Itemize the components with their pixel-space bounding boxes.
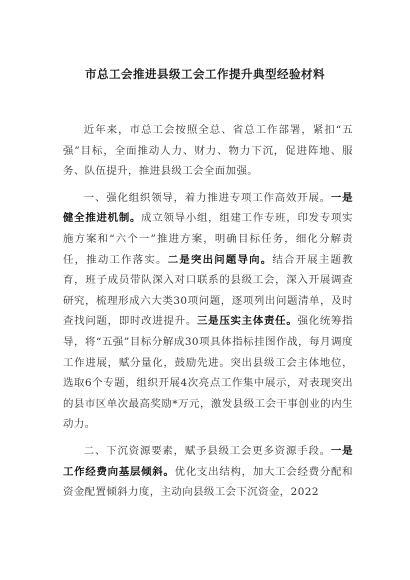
document-body: [63, 120, 353, 509]
bold-heading-text: 二是突出问题导向。: [167, 253, 273, 266]
paragraph-text: 近年来，市总工会按照全总、省总工作部署，紧扣“五强”目标，全面推动人力、财力、物力下沉，促进阵地、服务、队伍提升，推进县级工会全面加强。: [63, 124, 353, 178]
paragraph-text: 结合开展主题教育，班子成员带队深入对口联系的县级工会，深入开展调查研究，梳理形成六大类30项问题，逐项列出问题清单，及时查找问题，即时改进提升。: [63, 253, 353, 328]
bold-heading-text: 一是工作经费向基层倾斜。: [63, 444, 353, 478]
bold-heading-text: 一是健全推进机制。: [63, 191, 353, 225]
document-title: 市总工会推进县级工会工作提升典型经验材料: [85, 67, 325, 81]
paragraph-text: 成立领导小组，组建工作专班，印发专项实施方案和“六个一”推进方案，明确目标任务，细化分解责任，推动工作落实。: [63, 212, 353, 266]
paragraph-text: 一、强化组织领导，着力推进专项工作高效开展。: [83, 191, 331, 204]
paragraph-text: 强化统筹指导，将“五强”目标分解成30项具体指标挂图作战，每月调度工作进展，赋分量化，鼓励先进。突出县级工会主体地位，选取6个专题，组织开展4次亮点工作集中展示，对表现突出的县市区单次最高奖励*万元，激发县级工会干事创业的内生动力。: [63, 315, 354, 431]
bold-heading-text: 三是压实主体责任。: [197, 315, 298, 328]
paragraph-text: 优化支出结构，加大工会经费分配和资金配置倾斜力度，主动向县级工会下沉资金，2022: [63, 465, 354, 499]
body-paragraph: [63, 441, 353, 503]
paragraph-text: 二、下沉资源要素，赋予县级工会更多资源手段。: [83, 444, 331, 457]
body-paragraph: [63, 120, 353, 182]
body-paragraph: [63, 188, 353, 435]
